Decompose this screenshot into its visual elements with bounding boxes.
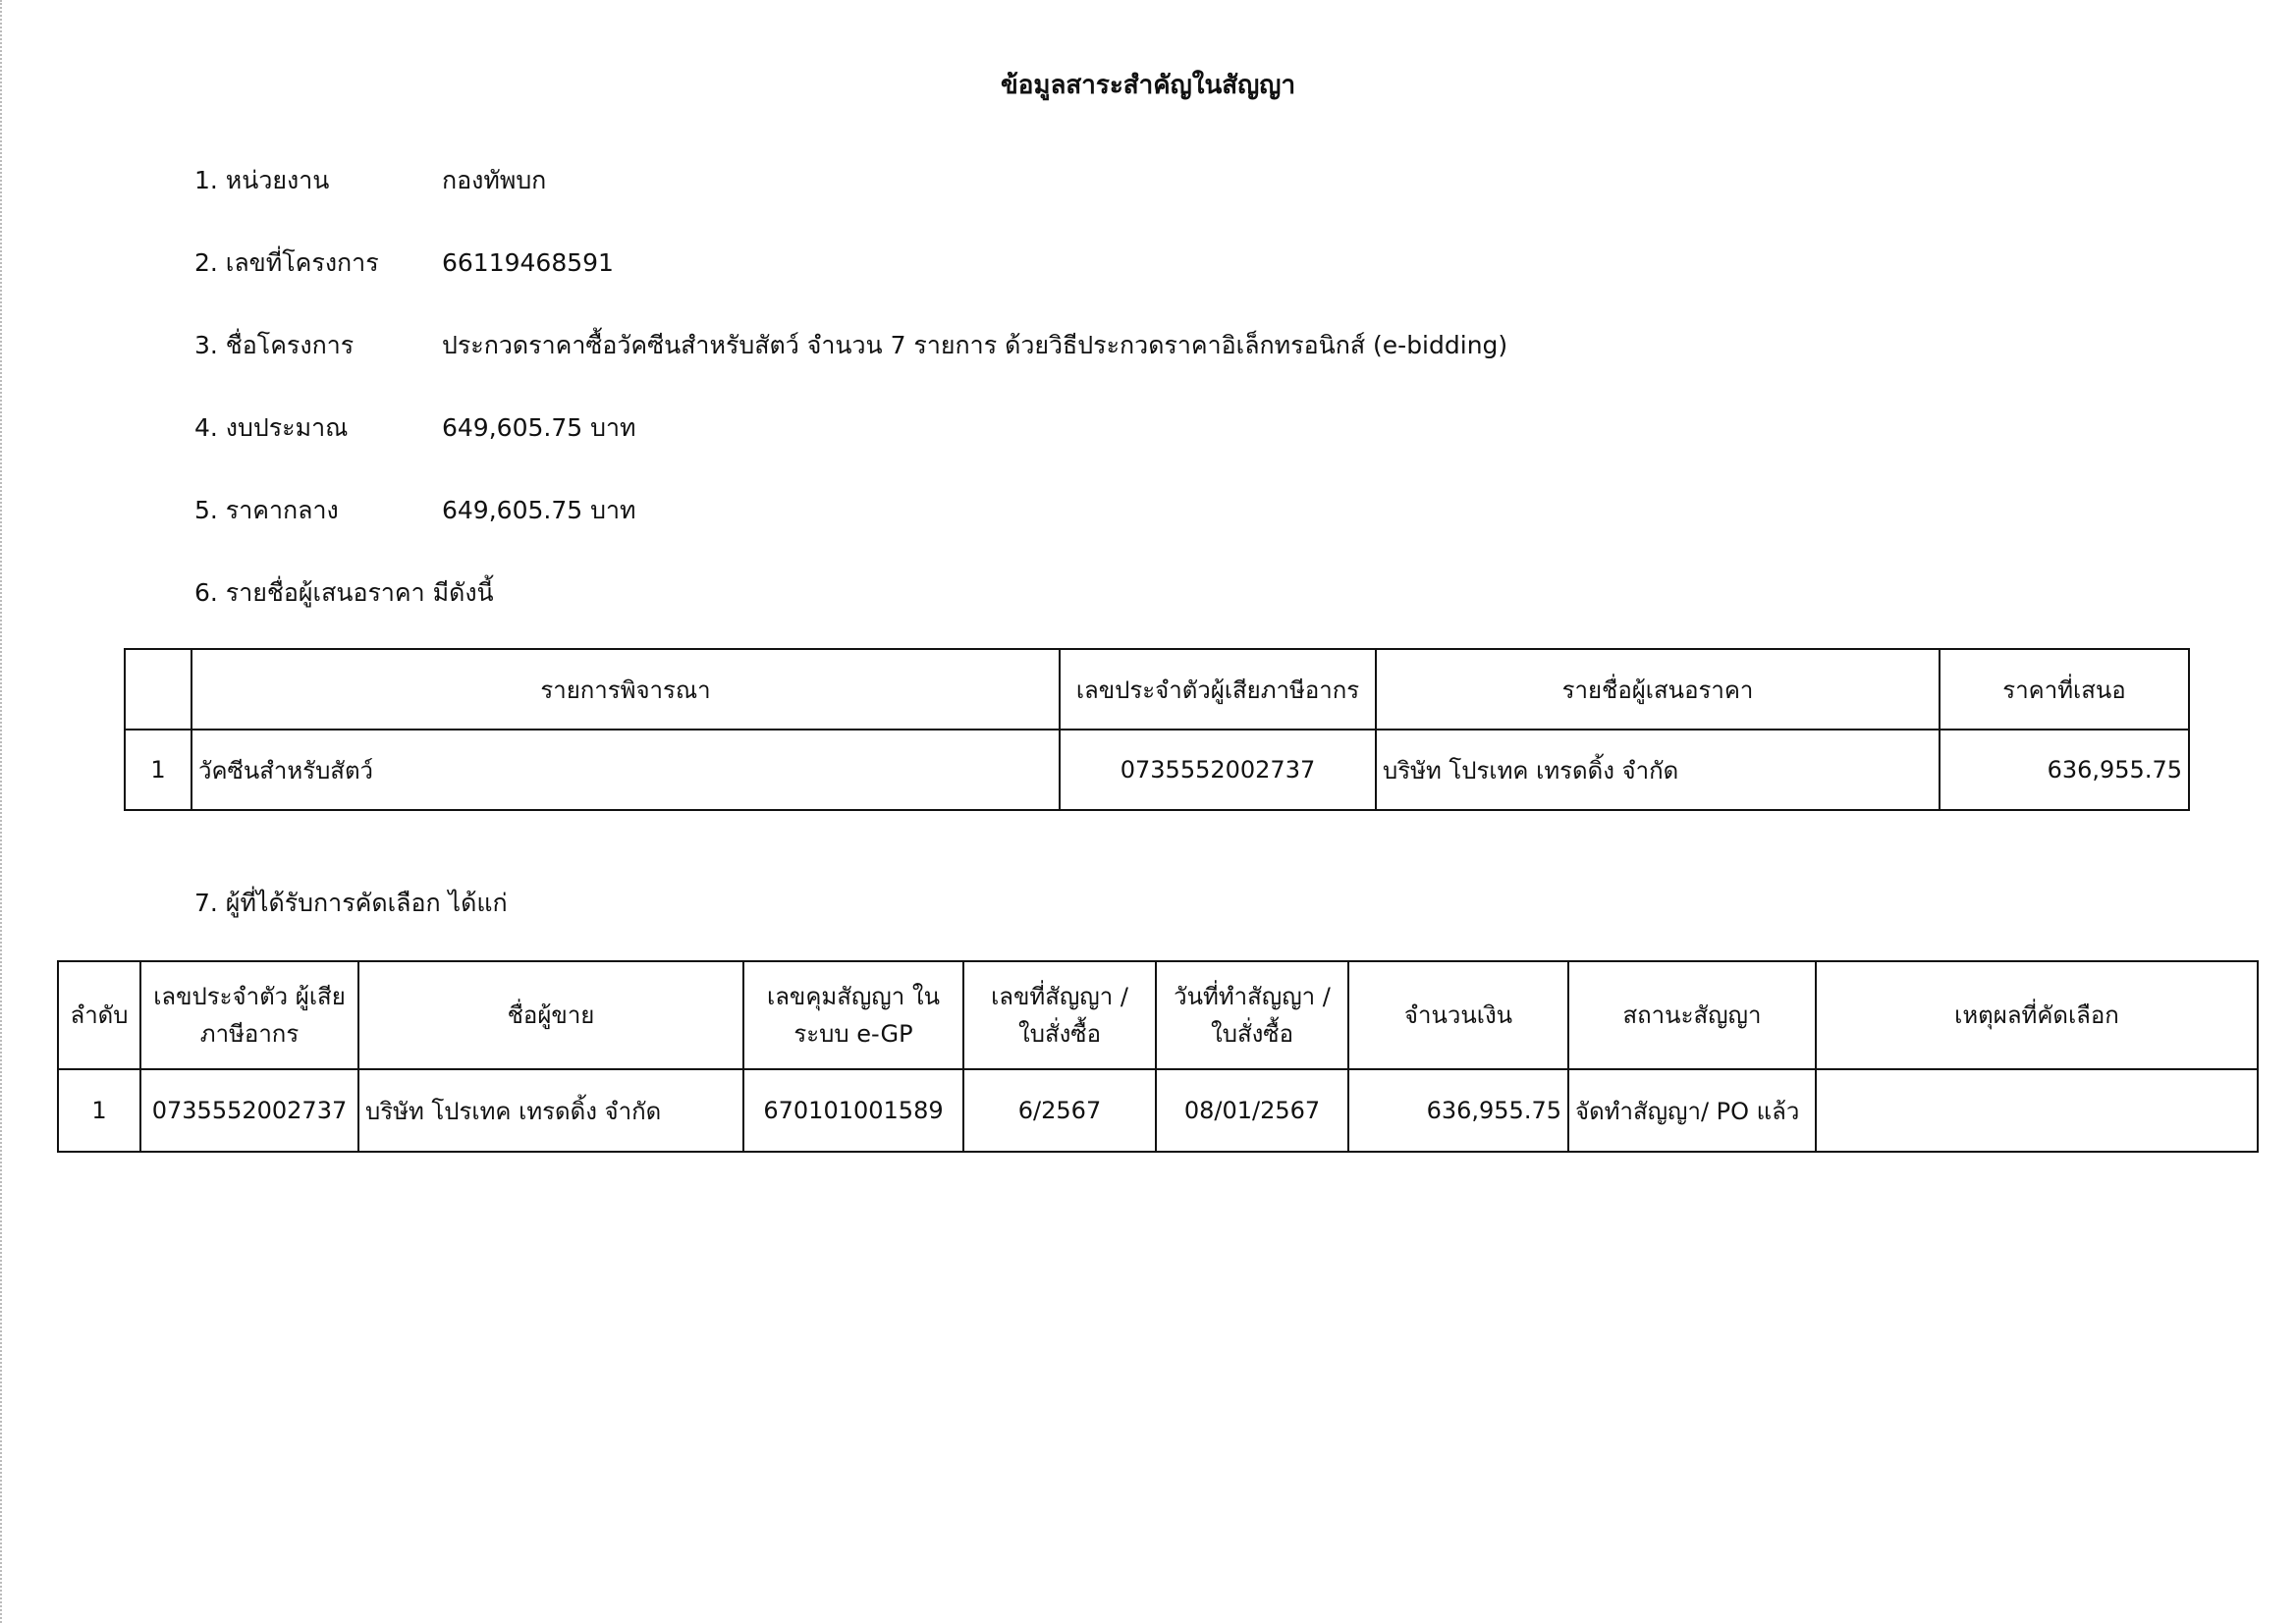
table-cell: จัดทำสัญญา/ PO แล้ว: [1568, 1069, 1816, 1152]
table-header-row: [58, 961, 2258, 1069]
field-agency-label: 1. หน่วยงาน: [194, 166, 330, 194]
table-cell: วัคซีนสำหรับสัตว์: [191, 730, 1060, 810]
table-header-cell: เลขประจำตัว ผู้เสียภาษีอากร: [140, 961, 358, 1069]
table-cell: 6/2567: [963, 1069, 1156, 1152]
table-header-cell: จำนวนเงิน: [1348, 961, 1568, 1069]
table-header-cell: ลำดับ: [58, 961, 140, 1069]
table-cell: บริษัท โปรเทค เทรดดิ้ง จำกัด: [358, 1069, 743, 1152]
table-cell: [1816, 1069, 2258, 1152]
field-budget-value: 649,605.75 บาท: [442, 413, 636, 442]
table-cell: 08/01/2567: [1156, 1069, 1348, 1152]
table-header-cell: ชื่อผู้ขาย: [358, 961, 743, 1069]
field-reference-price-label: 5. ราคากลาง: [194, 496, 339, 524]
table-header-cell: เลขคุมสัญญา ในระบบ e-GP: [743, 961, 963, 1069]
table-header-cell: เลขประจำตัวผู้เสียภาษีอากร: [1060, 649, 1376, 730]
table-row: [58, 1069, 2258, 1152]
page-title: ข้อมูลสาระสำคัญในสัญญา: [1000, 71, 1296, 100]
table-cell: บริษัท โปรเทค เทรดดิ้ง จำกัด: [1376, 730, 1940, 810]
table-cell: 636,955.75: [1348, 1069, 1568, 1152]
table-header-cell: [125, 649, 191, 730]
winners-table: [57, 960, 2259, 1153]
table-header-cell: เลขที่สัญญา / ใบสั่งซื้อ: [963, 961, 1156, 1069]
table-cell: 670101001589: [743, 1069, 963, 1152]
field-project-number-label: 2. เลขที่โครงการ: [194, 248, 379, 277]
table-header-cell: วันที่ทำสัญญา / ใบสั่งซื้อ: [1156, 961, 1348, 1069]
table-header-cell: รายการพิจารณา: [191, 649, 1060, 730]
table-cell: 1: [58, 1069, 140, 1152]
table-cell: 0735552002737: [1060, 730, 1376, 810]
table-header-cell: สถานะสัญญา: [1568, 961, 1816, 1069]
field-project-name-value: ประกวดราคาซื้อวัคซีนสำหรับสัตว์ จำนวน 7 รายการ ด้วยวิธีประกวดราคาอิเล็กทรอนิกส์ (e-bidding): [442, 331, 1508, 359]
bidders-heading: 6. รายชื่อผู้เสนอราคา มีดังนี้: [194, 578, 494, 607]
scan-margin-marks: [0, 0, 6, 1623]
table-header-row: [125, 649, 2189, 730]
table-header-cell: เหตุผลที่คัดเลือก: [1816, 961, 2258, 1069]
field-budget-label: 4. งบประมาณ: [194, 413, 349, 442]
field-agency-value: กองทัพบก: [442, 166, 547, 194]
table-cell: 0735552002737: [140, 1069, 358, 1152]
table-row: [125, 730, 2189, 810]
field-reference-price-value: 649,605.75 บาท: [442, 496, 636, 524]
field-project-name-label: 3. ชื่อโครงการ: [194, 331, 355, 359]
table-cell: 636,955.75: [1940, 730, 2189, 810]
table-header-cell: ราคาที่เสนอ: [1940, 649, 2189, 730]
table-header-cell: รายชื่อผู้เสนอราคา: [1376, 649, 1940, 730]
bidders-table: [124, 648, 2190, 811]
winners-heading: 7. ผู้ที่ได้รับการคัดเลือก ได้แก่: [194, 889, 508, 917]
field-project-number-value: 66119468591: [442, 248, 614, 277]
table-cell: 1: [125, 730, 191, 810]
